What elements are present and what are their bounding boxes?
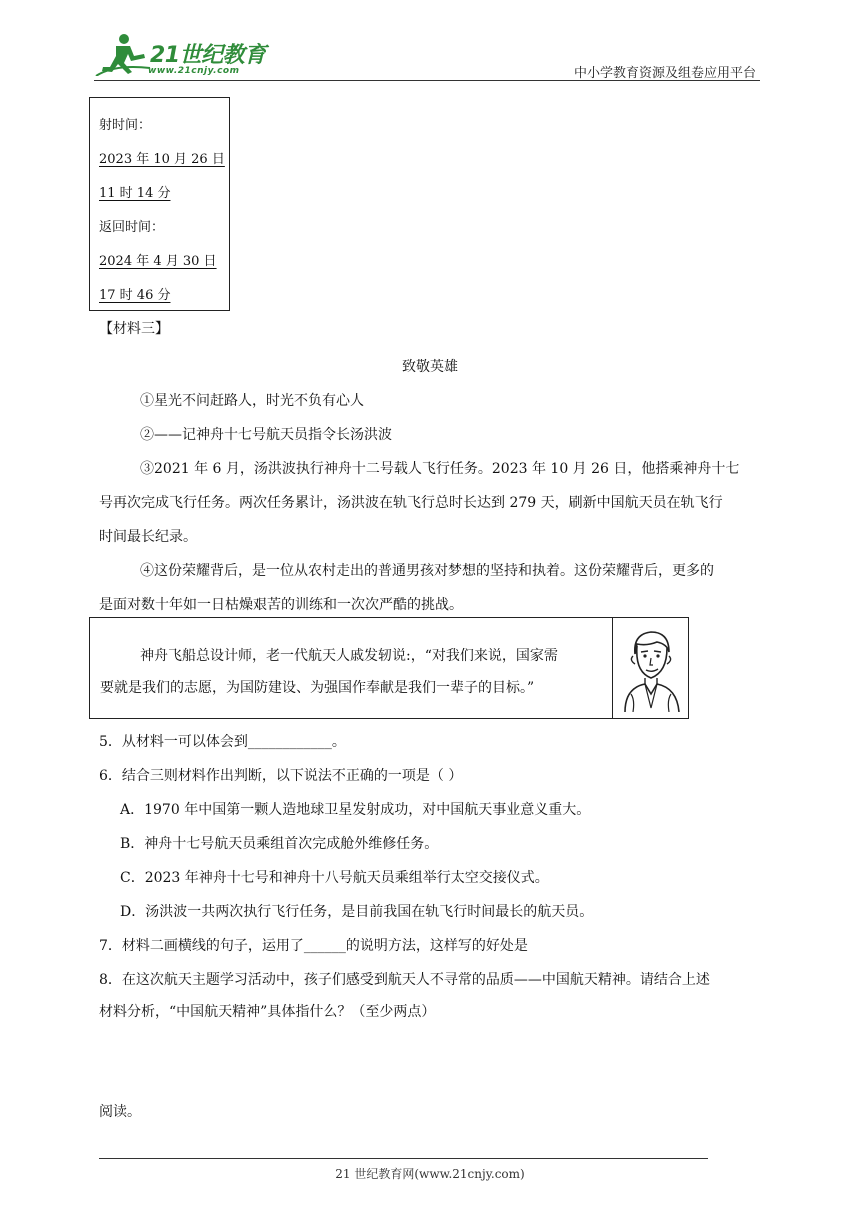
question-6-option-a: A．1970 年中国第一颗人造地球卫星发射成功，对中国航天事业意义重大。 [120, 802, 591, 818]
footer-text: 21 世纪教育网(www.21cnjy.com) [335, 1167, 525, 1181]
question-7: 7．材料二画横线的句子，运用了______的说明方法，这样写的好处是 [99, 938, 528, 954]
mission-time-box [89, 97, 230, 311]
portrait-illustration [617, 624, 685, 712]
question-8-line-1: 8．在这次航天主题学习活动中，孩子们感受到航天人不寻常的品质——中国航天精神。请结合上述 [99, 972, 710, 988]
question-6-option-d: D．汤洪波一共两次执行飞行任务，是目前我国在轨飞行时间最长的航天员。 [120, 904, 594, 920]
question-6-option-b: B．神舟十七号航天员乘组首次完成舱外维修任务。 [120, 836, 439, 852]
runner-logo-icon [94, 32, 154, 76]
article-title: 致敬英雄 [402, 359, 458, 375]
quote-divider [612, 618, 613, 718]
return-date: 2024 年 4 月 30 日 [99, 254, 217, 269]
reading-label: 阅读。 [99, 1104, 141, 1120]
return-time: 17 时 46 分 [99, 288, 171, 303]
paragraph-4-line-1: ④这份荣耀背后，是一位从农村走出的普通男孩对梦想的坚持和执着。这份荣耀背后，更多的 [140, 563, 714, 579]
paragraph-3-line-2: 号再次完成飞行任务。两次任务累计，汤洪波在轨飞行总时长达到 279 天，刷新中国航天员在轨飞行 [99, 495, 723, 511]
logo-url: www.21cnjy.com [148, 66, 240, 76]
paragraph-4-line-2: 是面对数十年如一日枯燥艰苦的训练和一次次严酷的挑战。 [99, 597, 463, 613]
quote-line-2: 要就是我们的志愿，为国防建设、为强国作奉献是我们一辈子的目标。” [100, 680, 535, 696]
launch-date: 2023 年 10 月 26 日 [99, 152, 225, 167]
paragraph-1: ①星光不问赶路人，时光不负有心人 [140, 393, 364, 409]
platform-name: 中小学教育资源及组卷应用平台 [573, 66, 756, 81]
question-8-line-2: 材料分析，“中国航天精神”具体指什么？（至少两点） [99, 1004, 436, 1020]
paragraph-2: ②——记神舟十七号航天员指令长汤洪波 [140, 427, 392, 443]
return-time-label: 返回时间： [99, 220, 165, 235]
question-6: 6．结合三则材料作出判断，以下说法不正确的一项是（ ） [99, 768, 463, 784]
launch-time: 11 时 14 分 [99, 186, 171, 201]
question-6-option-c: C．2023 年神舟十七号和神舟十八号航天员乘组举行太空交接仪式。 [120, 870, 549, 886]
logo-text: 21世纪教育 [150, 43, 266, 68]
quote-box [89, 617, 689, 719]
material-3-label: 【材料三】 [99, 321, 169, 337]
question-5: 5．从材料一可以体会到____________。 [99, 734, 346, 750]
paragraph-3-line-1: ③2021 年 6 月，汤洪波执行神舟十二号载人飞行任务。2023 年 10 月 26 日，他搭乘神舟十七 [140, 461, 740, 477]
footer-divider [99, 1158, 708, 1159]
quote-line-1: 神舟飞船总设计师，老一代航天人戚发轫说:，“对我们来说，国家需 [140, 648, 558, 664]
header-divider [94, 80, 760, 81]
paragraph-3-line-3: 时间最长纪录。 [99, 529, 197, 545]
launch-time-label: 射时间： [99, 118, 152, 133]
